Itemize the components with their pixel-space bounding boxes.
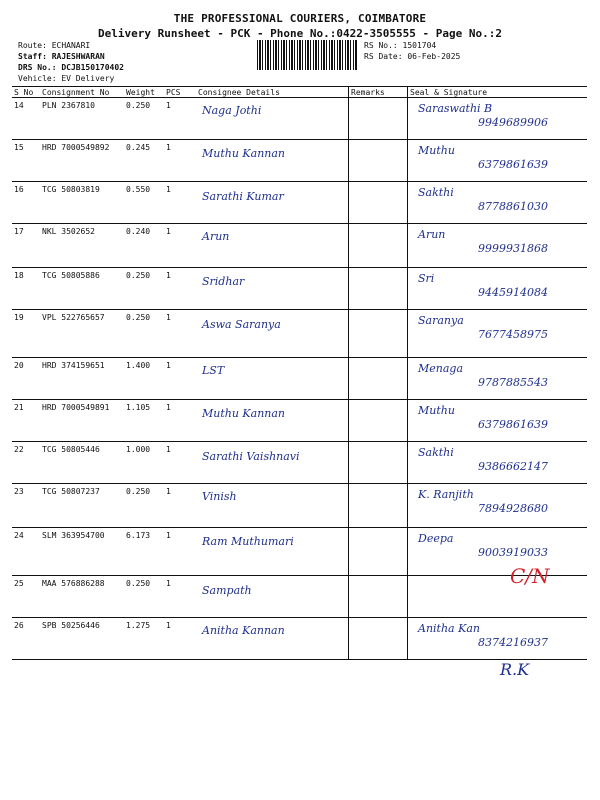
- row-signature: [408, 576, 588, 618]
- row-signature: [408, 358, 588, 400]
- row-weight: 1.000: [124, 442, 164, 484]
- row-signature: [408, 442, 588, 484]
- page-title: THE PROFESSIONAL COURIERS, COIMBATORE: [173, 12, 427, 25]
- row-pcs: 1: [164, 224, 196, 268]
- signature-handwritten: Sri: [418, 272, 435, 285]
- row-signature: [408, 268, 588, 310]
- signature-phone-number: 6379861639: [478, 418, 548, 431]
- consignee-handwritten-name: Sridhar: [202, 275, 245, 288]
- route-label: Route: ECHANARI: [18, 41, 91, 50]
- rs-number: RS No.: 1501704: [364, 41, 437, 50]
- row-consignment-no: TCG 50807237: [40, 484, 124, 528]
- row-signature: [408, 98, 588, 140]
- row-consignee-details: [196, 182, 349, 224]
- row-weight: 0.550: [124, 182, 164, 224]
- row-remarks: [349, 528, 408, 576]
- row-pcs: 1: [164, 358, 196, 400]
- signature-phone-number: 9999931868: [478, 242, 548, 255]
- signature-phone-number: 8778861030: [478, 200, 548, 213]
- row-consignment-no: TCG 50803819: [40, 182, 124, 224]
- row-remarks: [349, 268, 408, 310]
- row-consignee-details: [196, 140, 349, 182]
- consignee-handwritten-name: Aswa Saranya: [202, 318, 281, 331]
- signature-handwritten: Deepa: [418, 532, 454, 545]
- table-row: [12, 224, 587, 268]
- row-pcs: 1: [164, 182, 196, 224]
- row-weight: 0.240: [124, 224, 164, 268]
- table-row: [12, 182, 587, 224]
- runsheet-subtitle: Delivery Runsheet - PCK - Phone No.:0422-3505555 - Page No.:2: [98, 27, 502, 40]
- consignee-handwritten-name: Sampath: [202, 584, 252, 597]
- row-consignment-no: SLM 363954700: [40, 528, 124, 576]
- consignee-handwritten-name: Anitha Kannan: [202, 624, 285, 637]
- consignee-handwritten-name: LST: [202, 364, 225, 377]
- row-remarks: [349, 98, 408, 140]
- table-row: [12, 268, 587, 310]
- row-signature: [408, 310, 588, 358]
- row-sno: 19: [12, 310, 40, 358]
- signature-handwritten: Anitha Kan: [418, 622, 480, 635]
- consignee-handwritten-name: Vinish: [202, 490, 237, 503]
- row-sno: 23: [12, 484, 40, 528]
- row-consignment-no: SPB 50256446: [40, 618, 124, 660]
- signature-handwritten: Sakthi: [418, 446, 454, 459]
- row-remarks: [349, 576, 408, 618]
- row-consignee-details: [196, 484, 349, 528]
- row-pcs: 1: [164, 528, 196, 576]
- signature-handwritten: Muthu: [418, 404, 455, 417]
- row-weight: 6.173: [124, 528, 164, 576]
- row-sno: 16: [12, 182, 40, 224]
- table-row: [12, 310, 587, 358]
- signature-phone-number: 7894928680: [478, 502, 548, 515]
- table-row: [12, 576, 587, 618]
- signature-phone-number: 9445914084: [478, 286, 548, 299]
- row-pcs: 1: [164, 484, 196, 528]
- row-consignment-no: MAA 576886288: [40, 576, 124, 618]
- signature-handwritten: K. Ranjith: [418, 488, 474, 501]
- signature-handwritten: Menaga: [418, 362, 464, 375]
- row-sno: 22: [12, 442, 40, 484]
- col-pcs: PCS: [164, 87, 196, 98]
- signature-phone-number: 9386662147: [478, 460, 548, 473]
- row-weight: 1.400: [124, 358, 164, 400]
- row-consignment-no: PLN 2367810: [40, 98, 124, 140]
- row-remarks: [349, 442, 408, 484]
- row-signature: [408, 528, 588, 576]
- col-weight: Weight: [124, 87, 164, 98]
- row-remarks: [349, 224, 408, 268]
- row-consignee-details: [196, 400, 349, 442]
- row-consignee-details: [196, 224, 349, 268]
- row-remarks: [349, 618, 408, 660]
- col-consignment: Consignment No: [40, 87, 124, 98]
- row-consignment-no: TCG 50805446: [40, 442, 124, 484]
- consignee-handwritten-name: Naga Jothi: [202, 104, 262, 117]
- signature-handwritten: Sakthi: [418, 186, 454, 199]
- col-sno: S No: [12, 87, 40, 98]
- consignee-handwritten-name: Muthu Kannan: [202, 407, 286, 420]
- staff-label: Staff: RAJESHWARAN: [18, 52, 105, 61]
- table-row: [12, 618, 587, 660]
- row-signature: [408, 140, 588, 182]
- row-pcs: 1: [164, 98, 196, 140]
- signature-handwritten: Arun: [418, 228, 446, 241]
- row-consignee-details: [196, 310, 349, 358]
- row-sno: 21: [12, 400, 40, 442]
- consignee-handwritten-name: Sarathi Kumar: [202, 190, 284, 203]
- row-weight: 0.245: [124, 140, 164, 182]
- row-sno: 26: [12, 618, 40, 660]
- signature-phone-number: 7677458975: [478, 328, 548, 341]
- row-pcs: 1: [164, 140, 196, 182]
- drs-number: DRS No.: DCJB150170402: [18, 63, 124, 72]
- signature-phone-number: 8374216937: [478, 636, 548, 649]
- row-consignment-no: HRD 7000549892: [40, 140, 124, 182]
- row-signature: [408, 618, 588, 660]
- row-pcs: 1: [164, 576, 196, 618]
- row-consignee-details: [196, 576, 349, 618]
- table-row: [12, 442, 587, 484]
- row-weight: 1.105: [124, 400, 164, 442]
- row-remarks: [349, 400, 408, 442]
- delivery-table: [12, 86, 587, 660]
- row-sno: 24: [12, 528, 40, 576]
- row-consignment-no: HRD 7000549891: [40, 400, 124, 442]
- row-signature: [408, 182, 588, 224]
- signature-handwritten: Saraswathi B: [418, 102, 493, 115]
- row-pcs: 1: [164, 442, 196, 484]
- row-pcs: 1: [164, 310, 196, 358]
- vehicle-label: Vehicle: EV Delivery: [18, 74, 115, 83]
- row-sno: 18: [12, 268, 40, 310]
- row-sno: 17: [12, 224, 40, 268]
- table-row: [12, 400, 587, 442]
- signature-phone-number: 6379861639: [478, 158, 548, 171]
- barcode-image: [257, 40, 357, 70]
- row-remarks: [349, 182, 408, 224]
- consignee-handwritten-name: Sarathi Vaishnavi: [202, 450, 300, 463]
- table-row: [12, 98, 587, 140]
- row-signature: [408, 484, 588, 528]
- row-consignee-details: [196, 528, 349, 576]
- row-sno: 15: [12, 140, 40, 182]
- row-sno: 25: [12, 576, 40, 618]
- table-row: [12, 528, 587, 576]
- runsheet-meta: [18, 40, 124, 84]
- row-weight: 0.250: [124, 310, 164, 358]
- row-signature: [408, 224, 588, 268]
- col-signature: Seal & Signature: [408, 87, 588, 98]
- signature-handwritten: Muthu: [418, 144, 455, 157]
- row-weight: 0.250: [124, 484, 164, 528]
- row-weight: 0.250: [124, 98, 164, 140]
- signature-phone-number: 9787885543: [478, 376, 548, 389]
- row-remarks: [349, 140, 408, 182]
- row-consignment-no: NKL 3502652: [40, 224, 124, 268]
- table-header-row: [12, 87, 587, 98]
- signature-phone-number: 9949689906: [478, 116, 548, 129]
- row-consignee-details: [196, 618, 349, 660]
- consignee-handwritten-name: Arun: [202, 230, 230, 243]
- row-weight: 1.275: [124, 618, 164, 660]
- signature-handwritten: Saranya: [418, 314, 464, 327]
- row-sno: 14: [12, 98, 40, 140]
- row-remarks: [349, 358, 408, 400]
- row-consignment-no: VPL 522765657: [40, 310, 124, 358]
- row-signature: [408, 400, 588, 442]
- row-consignee-details: [196, 98, 349, 140]
- row-sno: 20: [12, 358, 40, 400]
- row-consignee-details: [196, 442, 349, 484]
- initials-mark: R.K: [500, 660, 530, 679]
- cn-handwritten-mark: C/N: [510, 564, 550, 588]
- table-row: [12, 484, 587, 528]
- row-pcs: 1: [164, 400, 196, 442]
- col-consignee: Consignee Details: [196, 87, 349, 98]
- col-remarks: Remarks: [349, 87, 408, 98]
- row-pcs: 1: [164, 268, 196, 310]
- row-consignment-no: HRD 374159651: [40, 358, 124, 400]
- row-weight: 0.250: [124, 576, 164, 618]
- row-consignee-details: [196, 358, 349, 400]
- consignee-handwritten-name: Ram Muthumari: [202, 535, 294, 548]
- row-remarks: [349, 310, 408, 358]
- table-row: [12, 358, 587, 400]
- row-pcs: 1: [164, 618, 196, 660]
- runsheet-ref: [364, 40, 460, 62]
- row-weight: 0.250: [124, 268, 164, 310]
- table-row: [12, 140, 587, 182]
- row-remarks: [349, 484, 408, 528]
- rs-date: RS Date: 06-Feb-2025: [364, 52, 461, 61]
- signature-phone-number: 9003919033: [478, 546, 548, 559]
- consignee-handwritten-name: Muthu Kannan: [202, 147, 286, 160]
- row-consignment-no: TCG 50805886: [40, 268, 124, 310]
- row-consignee-details: [196, 268, 349, 310]
